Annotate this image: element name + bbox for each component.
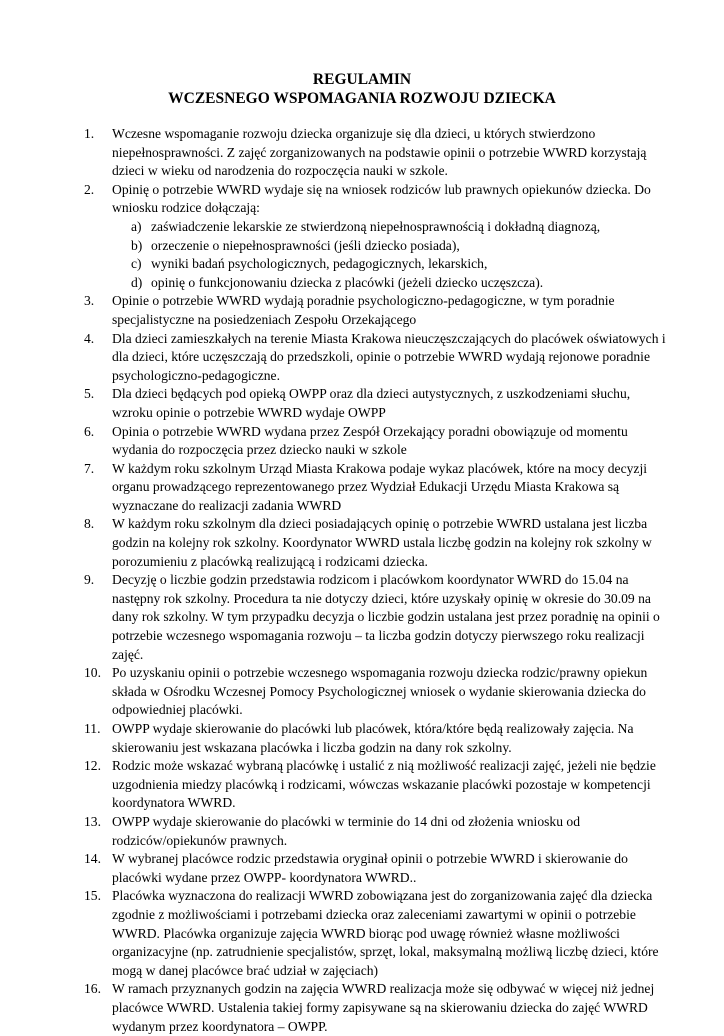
item-number: 11.: [84, 721, 101, 736]
item-text: Opinię o potrzebie WWRD wydaje się na wniosek rodziców lub prawnych opiekunów dziecka. Do wniosku rodzice dołączają:: [112, 181, 651, 216]
attachments-sublist: [112, 218, 668, 292]
sublist-letter: c): [131, 256, 142, 272]
item-text: Opinie o potrzebie WWRD wydają poradnie psychologiczno-pedagogiczne, w tym poradnie specjalistyczne na posiedzeniach Zespołu Orzekającego: [112, 293, 615, 327]
list-item: [84, 813, 668, 850]
item-text: Opinia o potrzebie WWRD wydana przez Zespół Orzekający poradni obowiązuje od momentu wydania do rozpoczęcia przez dziecko nauki w szkole: [112, 423, 628, 458]
list-item: [84, 330, 668, 386]
item-text: Placówka wyznaczona do realizacji WWRD zobowiązana jest do zorganizowania zajęć dla dziecka zgodnie z możliwościami i potrzebami dziecka oraz zaleceniami zawartymi w opinii o potrzebie WWRD. Placówka organizuje zajęcia WWRD biorąc pod uwagę również własne możliwości organizacyjne (np. zatrudnienie specjalistów, sprzęt, lokal, maksymalną możliwą liczbę dzieci, które mogą w danej placówce brać udział w zajęciach): [112, 888, 659, 978]
sublist-text: zaświadczenie lekarskie ze stwierdzoną niepełnosprawnością i dokładną diagnozą,: [151, 218, 601, 234]
sublist-text: wyniki badań psychologicznych, pedagogicznych, lekarskich,: [151, 256, 488, 272]
sublist-letter: d): [131, 274, 143, 290]
item-number: 3.: [84, 293, 95, 309]
item-text: Po uzyskaniu opinii o potrzebie wczesnego wspomagania rozwoju dziecka rodzic/prawny opiekun składa w Ośrodku Wczesnej Pomocy Psychologicznej wniosek o wydanie skierowania dziecka do odpowiedniej placówki.: [112, 665, 648, 718]
item-text: Wczesne wspomaganie rozwoju dziecka organizuje się dla dzieci, u których stwierdzono niepełnosprawności. Z zajęć zorganizowanych na podstawie opinii o potrzebie WWRD korzystają dzieci w wieku od narodzenia do rozpoczęcia nauki w szkole.: [112, 126, 647, 179]
item-number: 15.: [84, 888, 101, 904]
item-text: OWPP wydaje skierowanie do placówki w terminie do 14 dni od złożenia wniosku od rodziców/opiekunów prawnych.: [112, 813, 581, 848]
sublist-item: [131, 255, 668, 274]
list-item: [84, 664, 668, 720]
regulations-list: [84, 125, 668, 1036]
item-number: 12.: [84, 758, 101, 774]
list-item: [84, 571, 668, 664]
item-number: 10.: [84, 665, 101, 681]
item-text: W ramach przyznanych godzin na zajęcia WWRD realizacja może się odbywać w więcej niż jednej placówce WWRD. Ustalenia takiej formy zapisywane są na skierowaniu dziecka do zajęć WWRD wydanym przez koordynatora – OWPP.: [112, 981, 655, 1034]
item-number: 6.: [84, 423, 95, 439]
item-number: 14.: [84, 851, 101, 867]
list-item: [84, 720, 668, 757]
item-number: 5.: [84, 386, 95, 402]
list-item: [84, 850, 668, 887]
document-title: [0, 70, 724, 108]
item-number: 16.: [84, 981, 101, 997]
item-number: 1.: [84, 126, 95, 141]
item-number: 7.: [84, 460, 95, 476]
sublist-letter: b): [131, 237, 143, 253]
sublist-letter: a): [131, 218, 142, 234]
item-text: W każdym roku szkolnym Urząd Miasta Krakowa podaje wykaz placówek, które na mocy decyzji organu prowadzącego reprezentowanego przez Wydział Edukacji Urzędu Miasta Krakowa są wyznaczane do realizacji zadania WWRD: [112, 460, 648, 513]
list-item: [84, 423, 668, 460]
sublist-text: orzeczenie o niepełnosprawności (jeśli dziecko posiada),: [151, 237, 460, 253]
item-number: 13.: [84, 813, 101, 829]
item-text: Dla dzieci zamieszkałych na terenie Miasta Krakowa nieuczęszczających do placówek oświatowych i dla dzieci, które uczęszczają do przedszkoli, opinie o potrzebie WWRD wydają rejonowe poradnie psychologiczno-pedagogiczne.: [112, 330, 666, 383]
list-item: [84, 385, 668, 422]
list-item: [84, 125, 668, 181]
item-text: OWPP wydaje skierowanie do placówki lub placówek, która/które będą realizowały zajęcia. Na skierowaniu jest wskazana placówka i liczba godzin na dany rok szkolny.: [112, 721, 634, 755]
item-text: Decyzję o liczbie godzin przedstawia rodzicom i placówkom koordynator WWRD do 15.04 na następny rok szkolny. Procedura ta nie dotyczy dzieci, które uzyskały opinię w okresie do 30.09 na dany rok szkolny. W tym przypadku decyzja o liczbie godzin ustalana jest przez poradnię na opinii o potrzebie wczesnego wspomagania rozwoju – ta liczba godzin dotyczy pierwszego roku realizacji zajęć.: [112, 572, 660, 662]
item-text: Rodzic może wskazać wybraną placówkę i ustalić z nią możliwość realizacji zajęć, jeżeli nie będzie uzgodnienia miedzy placówką i rodzicami, wówczas wskazanie placówki pozostaje w kompetencji koordynatora WWRD.: [112, 758, 656, 811]
list-item: [84, 515, 668, 571]
list-item: [84, 460, 668, 516]
sublist-text: opinię o funkcjonowaniu dziecka z placówki (jeżeli dziecko uczęszcza).: [151, 274, 544, 290]
item-number: 2.: [84, 181, 95, 197]
list-item: [84, 887, 668, 980]
item-text: W każdym roku szkolnym dla dzieci posiadających opinię o potrzebie WWRD ustalana jest liczba godzin na kolejny rok szkolny. Koordynator WWRD ustala liczbę godzin na kolejny rok szkolny w porozumieniu z placówką realizującą i rodzicami dziecka.: [112, 516, 652, 569]
list-item: [84, 980, 668, 1036]
item-number: 8.: [84, 516, 95, 532]
sublist-item: [131, 274, 668, 293]
sublist-item: [131, 218, 668, 237]
item-text: W wybranej placówce rodzic przedstawia oryginał opinii o potrzebie WWRD i skierowanie do placówki wydane przez OWPP- koordynatora WWRD..: [112, 851, 628, 885]
title-line-1: REGULAMIN: [312, 71, 412, 88]
list-item: [84, 292, 668, 329]
list-item: [84, 757, 668, 813]
item-number: 4.: [84, 330, 95, 346]
title-line-2: WCZESNEGO WSPOMAGANIA ROZWOJU DZIECKA: [168, 90, 556, 107]
item-text: Dla dzieci będących pod opieką OWPP oraz dla dzieci autystycznych, z uszkodzeniami słuchu, wzroku opinie o potrzebie WWRD wydaje OWPP: [112, 386, 631, 420]
item-number: 9.: [84, 572, 95, 588]
sublist-item: [131, 237, 668, 256]
list-item: [84, 181, 668, 293]
